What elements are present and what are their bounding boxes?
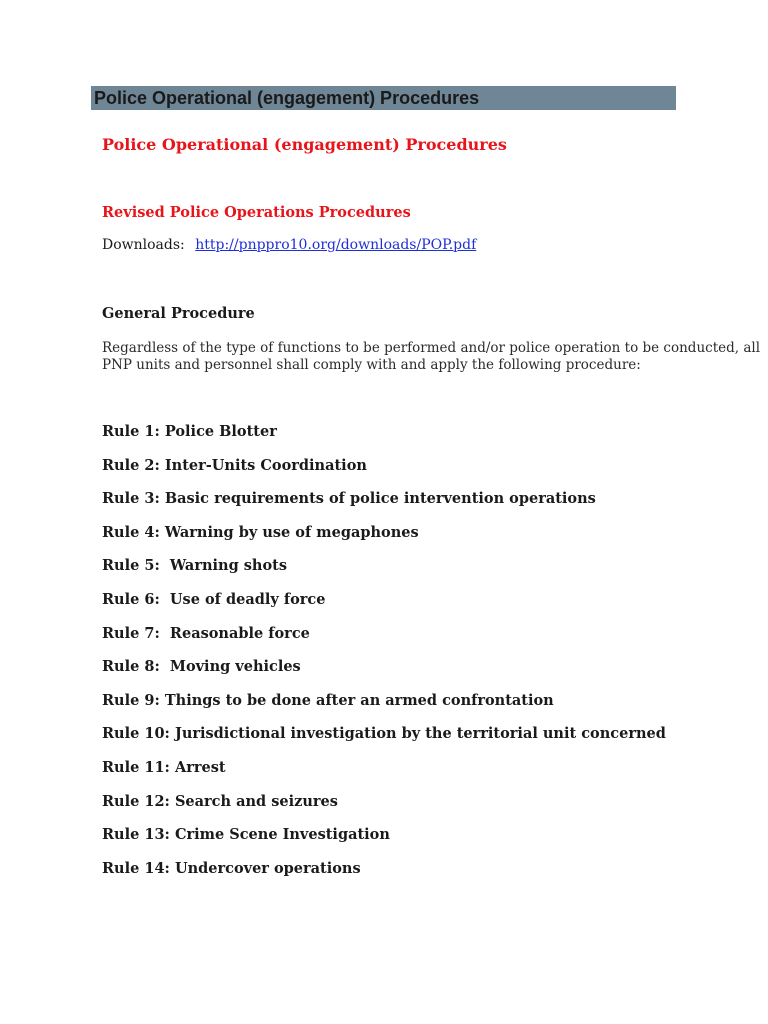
rule-item: Rule 10: Jurisdictional investigation by the territorial unit concerned [102, 725, 666, 743]
rules-list [102, 422, 666, 892]
rule-item: Rule 7: Reasonable force [102, 624, 310, 642]
rule-item: Rule 8: Moving vehicles [102, 658, 301, 676]
rule-item: Rule 9: Things to be done after an armed confrontation [102, 691, 554, 709]
procedure-paragraph: Regardless of the type of functions to be performed and/or police operation to be conducted, all PNP units and personnel shall comply with and apply the following procedure: [102, 340, 761, 373]
downloads-link[interactable]: http://pnppro10.org/downloads/POP.pdf [195, 237, 477, 253]
rule-item: Rule 4: Warning by use of megaphones [102, 523, 419, 541]
title-banner [91, 86, 676, 110]
banner-title: Police Operational (engagement) Procedures [94, 88, 480, 108]
rule-item: Rule 13: Crime Scene Investigation [102, 826, 390, 844]
rule-item: Rule 2: Inter-Units Coordination [102, 456, 367, 474]
sub-heading: Revised Police Operations Procedures [102, 204, 411, 221]
rule-item: Rule 1: Police Blotter [102, 423, 277, 440]
section-heading: General Procedure [102, 305, 255, 322]
downloads-line [102, 237, 476, 253]
rule-item: Rule 3: Basic requirements of police intervention operations [102, 490, 596, 508]
rule-item: Rule 5: Warning shots [102, 557, 287, 575]
rule-item: Rule 6: Use of deadly force [102, 590, 326, 608]
main-heading: Police Operational (engagement) Procedures [102, 135, 507, 154]
rule-item: Rule 14: Undercover operations [102, 859, 361, 877]
rule-item: Rule 12: Search and seizures [102, 792, 338, 810]
downloads-label: Downloads: [102, 237, 185, 253]
rule-item: Rule 11: Arrest [102, 758, 226, 776]
